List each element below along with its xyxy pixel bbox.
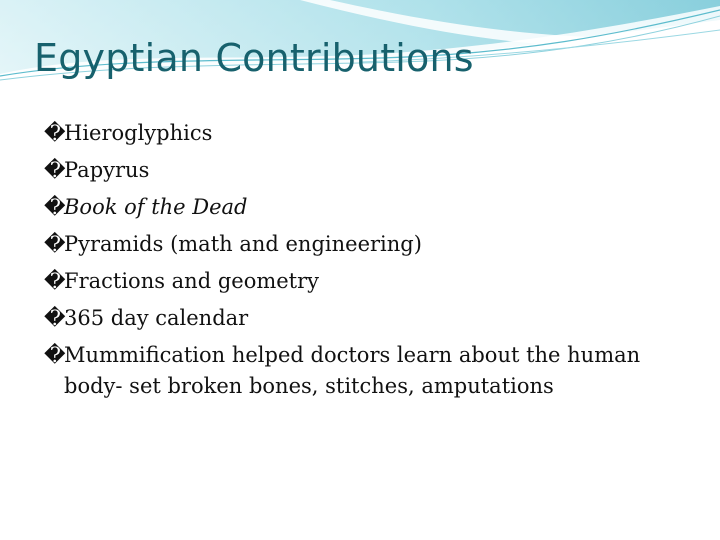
- bullet-item: [44, 192, 694, 223]
- bullet-text: Book of the Dead: [64, 195, 248, 219]
- bullet-icon: �: [44, 306, 66, 330]
- bullet-text: Mummification helped doctors learn about the human body- set broken bones, stitches, amputations: [64, 343, 641, 398]
- bullet-icon: �: [44, 195, 66, 219]
- bullet-icon: �: [44, 343, 66, 367]
- bullet-text: 365 day calendar: [64, 306, 249, 330]
- bullet-icon: �: [44, 269, 66, 293]
- slide-title: Egyptian Contributions: [34, 36, 474, 80]
- bullet-item: [44, 266, 694, 297]
- bullet-text: Papyrus: [64, 158, 150, 182]
- bullet-item: [44, 229, 694, 260]
- bullet-icon: �: [44, 232, 66, 256]
- bullet-icon: �: [44, 158, 66, 182]
- bullet-list: [44, 118, 694, 408]
- bullet-item: [44, 118, 694, 149]
- bullet-item: [44, 155, 694, 186]
- bullet-text: Fractions and geometry: [64, 269, 320, 293]
- bullet-icon: �: [44, 121, 66, 145]
- bullet-text: Pyramids (math and engineering): [64, 232, 422, 256]
- bullet-item: [44, 340, 694, 402]
- bullet-item: [44, 303, 694, 334]
- bullet-text: Hieroglyphics: [64, 121, 213, 145]
